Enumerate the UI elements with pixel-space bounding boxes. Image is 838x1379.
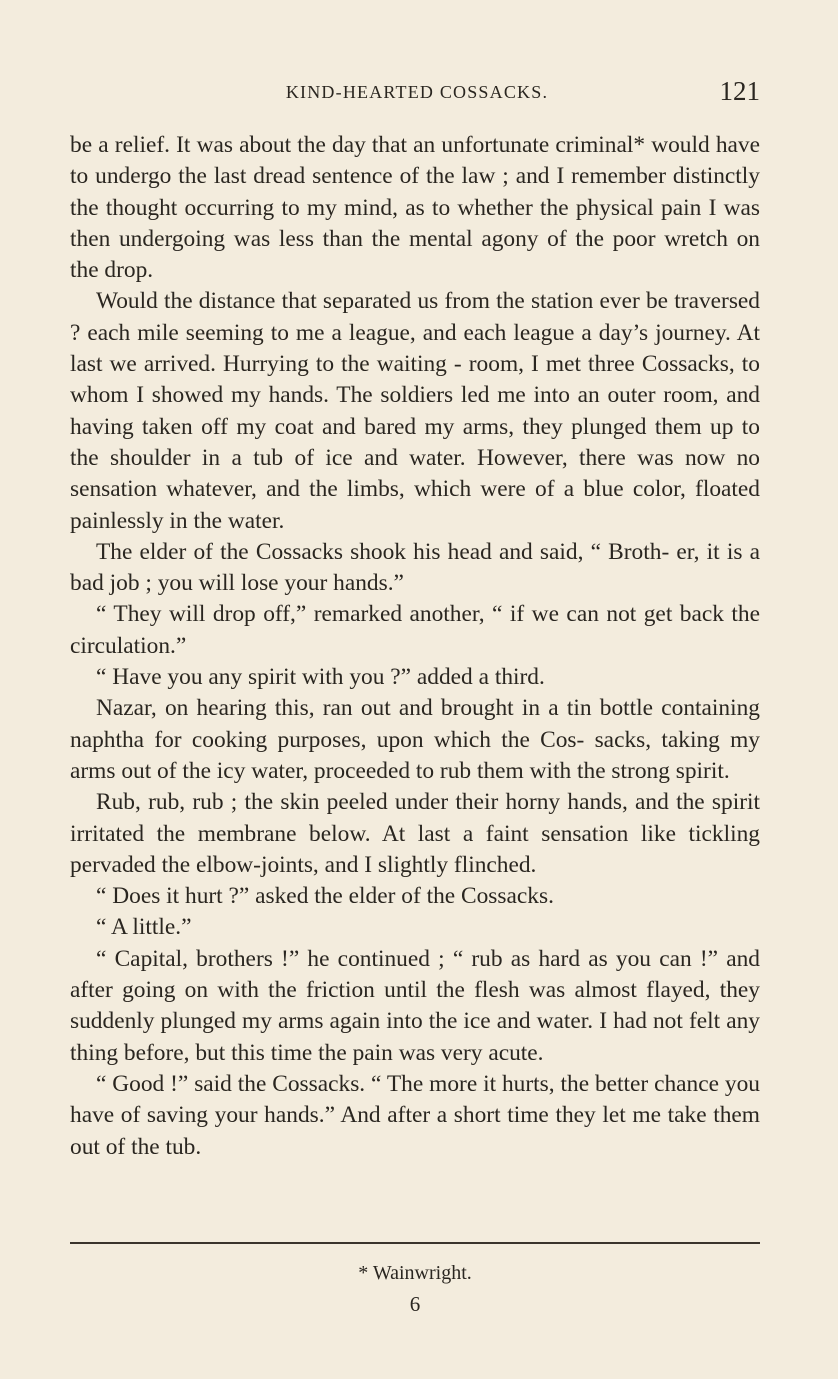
running-head: KIND-HEARTED COSSACKS. (285, 82, 549, 102)
paragraph: “ Good !” said the Cossacks. “ The more it hurts, the better chance you have of saving your hands.” And after a short time they let me take them out of the tub. (70, 1070, 760, 1160)
paragraph: “ Capital, brothers !” he continued ; “ rub as hard as you can !” and after going on with the friction until the flesh was almost flayed, they suddenly plunged my arms again into the ice and water. I had not felt any thing before, but this time the pain was very acute. (70, 945, 760, 1066)
paragraph: be a relief. It was about the day that an unfortunate criminal* would have to undergo the last dread sentence of the law ; and I remember distinctly the thought occurring to my mind, as to whether the physical pain I was then undergoing was less than the mental agony of the poor wretch on the drop. (70, 132, 760, 284)
paragraph: Would the distance that separated us from the station ever be traversed ? each mile seeming to me a league, and each league a day’s journey. At last we arrived. Hurrying to the waiting - room, I met three Cossacks, to whom I showed my hands. The soldiers led me into an outer room, and having taken off my coat and bared my arms, they plunged them up to the shoulder in a tub of ice and water. However, there was now no sensation whatever, and the limbs, which were of a blue color, floated painlessly in the water. (70, 288, 760, 534)
paragraph: The elder of the Cossacks shook his head and said, “ Broth- er, it is a bad job ; you will lose your hands.” (70, 538, 760, 597)
body-text (70, 130, 760, 1163)
page-header (70, 76, 760, 112)
page-number: 121 (719, 76, 760, 106)
paragraph: “ A little.” (96, 914, 192, 941)
signature-mark: 6 (409, 1292, 421, 1316)
paragraph: “ Have you any spirit with you ?” added a third. (96, 664, 545, 691)
footnote-rule (70, 1242, 760, 1244)
paragraph: “ They will drop off,” remarked another, “ if we can not get back the circulation.” (70, 601, 760, 659)
paragraph: Rub, rub, rub ; the skin peeled under their horny hands, and the spirit irritated the membrane below. At last a faint sensation like tickling pervaded the elbow-joints, and I slightly flinched. (70, 789, 760, 878)
paragraph: Nazar, on hearing this, ran out and brought in a tin bottle containing naphtha for cooking purposes, upon which the Cos- sacks, taking my arms out of the icy water, proceeded to rub them with the strong spirit. (70, 695, 760, 784)
paragraph: “ Does it hurt ?” asked the elder of the Cossacks. (96, 883, 554, 910)
footnote: * Wainwright. (358, 1262, 472, 1284)
